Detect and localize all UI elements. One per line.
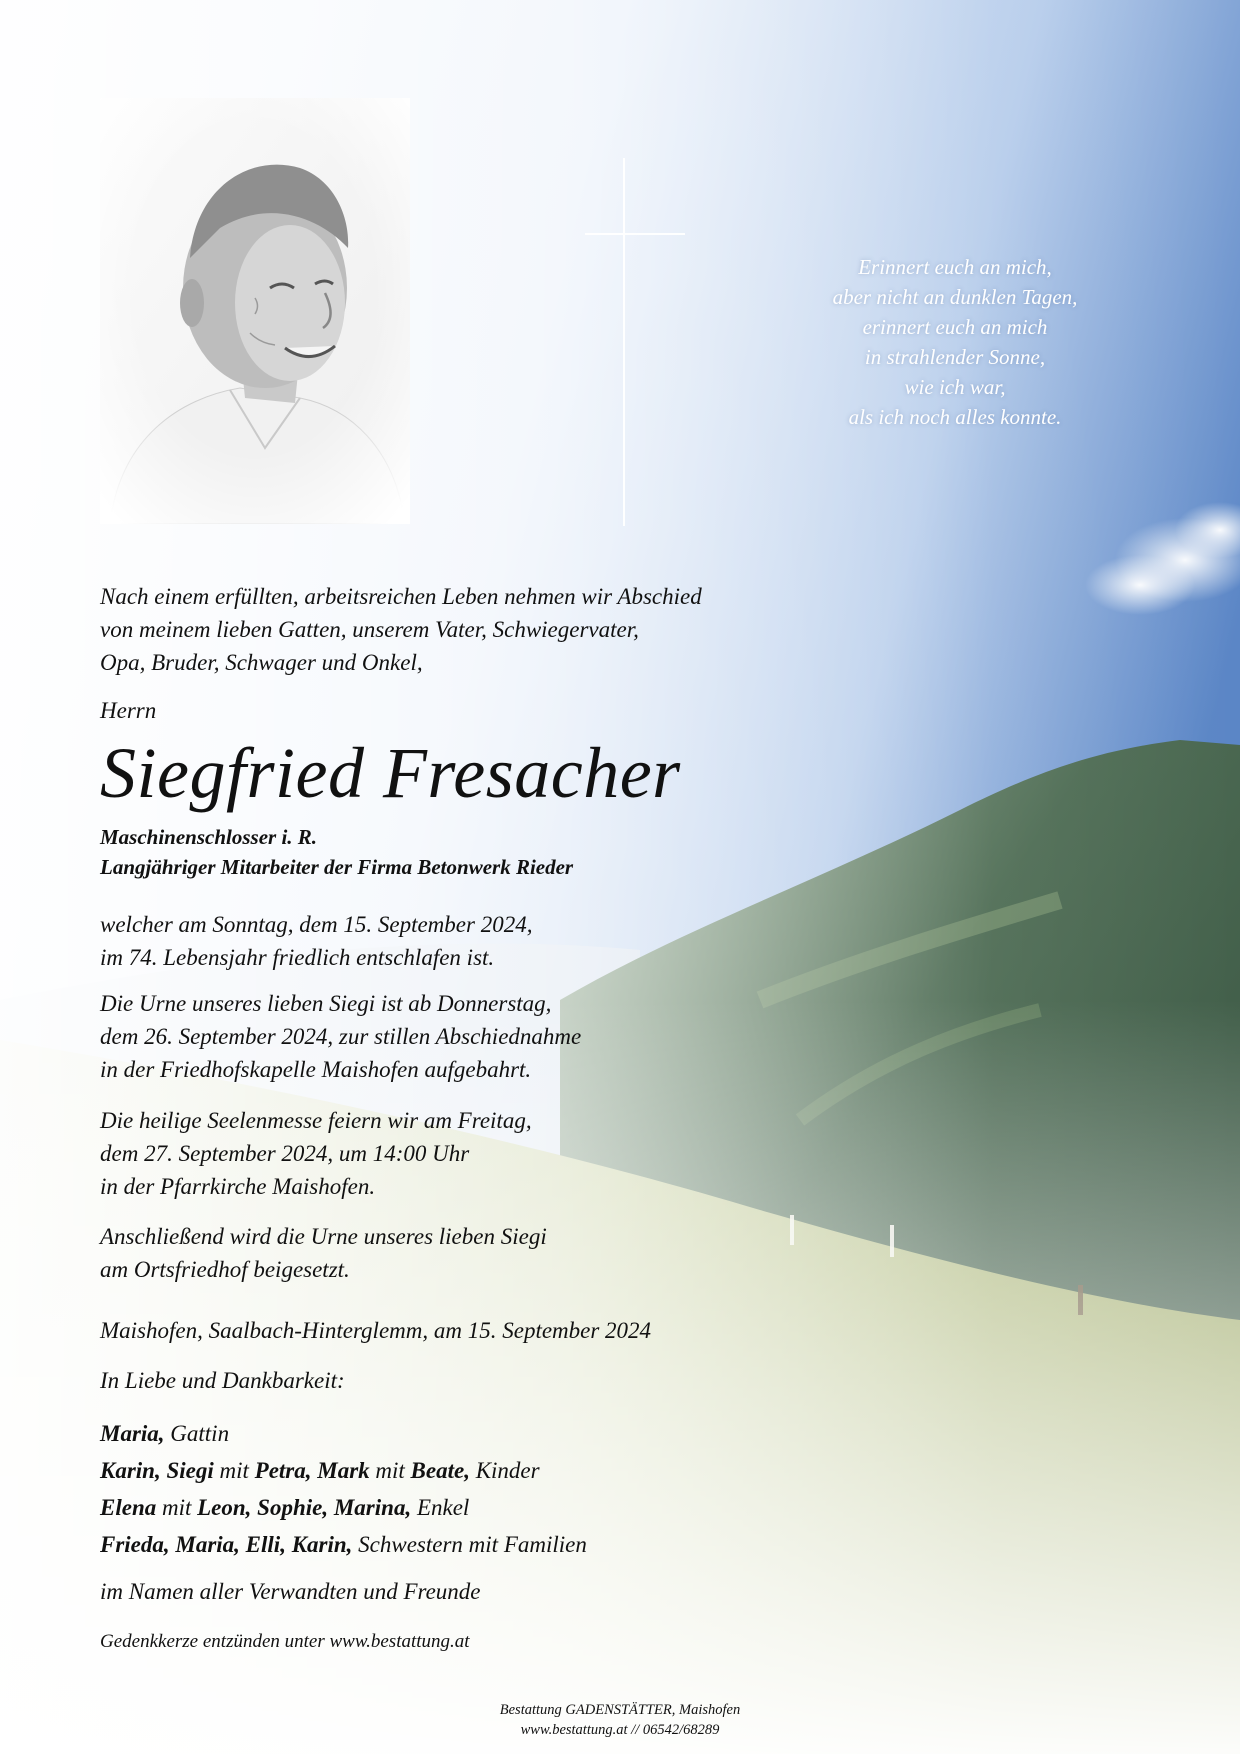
- burial-line: Anschließend wird die Urne unseres lieben Siegi: [100, 1224, 547, 1249]
- family-relation: Kinder: [469, 1458, 540, 1483]
- family-list: [100, 1415, 587, 1563]
- urn-viewing: [100, 987, 581, 1086]
- family-names: Petra, Mark: [254, 1458, 370, 1483]
- family-relation: Schwestern mit Familien: [352, 1532, 587, 1557]
- family-connector: mit: [213, 1458, 255, 1483]
- family-row-grandchildren: [100, 1489, 587, 1526]
- closing-phrase: In Liebe und Dankbarkeit:: [100, 1368, 345, 1393]
- family-connector: mit: [156, 1495, 198, 1520]
- family-relation: Gattin: [164, 1421, 230, 1446]
- urn-viewing-line: Die Urne unseres lieben Siegi ist ab Donnerstag,: [100, 991, 552, 1016]
- funeral-home-footer: [420, 1700, 820, 1740]
- family-row-spouse: [100, 1415, 587, 1452]
- intro-line: von meinem lieben Gatten, unserem Vater, Schwiegervater,: [100, 617, 639, 642]
- occupation-line: Langjähriger Mitarbeiter der Firma Betonwerk Rieder: [100, 855, 574, 879]
- memorial-candle-link: Gedenkkerze entzünden unter www.bestattung.at: [100, 1631, 470, 1652]
- death-notice-line: im 74. Lebensjahr friedlich entschlafen ist.: [100, 945, 495, 970]
- family-names: Leon, Sophie, Marina,: [197, 1495, 412, 1520]
- verse-line: Erinnert euch an mich,: [858, 255, 1052, 279]
- family-row-sisters: [100, 1526, 587, 1563]
- family-names: Elena: [100, 1495, 157, 1520]
- death-notice: [100, 908, 532, 974]
- deceased-name: Siegfried Fresacher: [100, 733, 681, 813]
- family-names: Frieda, Maria, Elli, Karin,: [100, 1532, 353, 1557]
- verse-line: als ich noch alles konnte.: [848, 405, 1062, 429]
- urn-viewing-line: dem 26. September 2024, zur stillen Abschiednahme: [100, 1024, 582, 1049]
- intro-line: Nach einem erfüllten, arbeitsreichen Leben nehmen wir Abschied: [100, 584, 702, 609]
- verse-line: in strahlender Sonne,: [864, 345, 1046, 369]
- place-and-date: Maishofen, Saalbach-Hinterglemm, am 15. September 2024: [100, 1318, 652, 1343]
- occupation-line: Maschinenschlosser i. R.: [100, 825, 318, 849]
- intro-line: Opa, Bruder, Schwager und Onkel,: [100, 650, 423, 675]
- mass-line: in der Pfarrkirche Maishofen.: [100, 1174, 376, 1199]
- family-connector: mit: [369, 1458, 411, 1483]
- occupation: [100, 822, 573, 882]
- intro-paragraph: [100, 580, 702, 679]
- cross-icon: [585, 158, 685, 526]
- salutation: Herrn: [100, 698, 157, 723]
- memorial-verse: [760, 252, 1150, 432]
- family-row-children: [100, 1452, 587, 1489]
- death-notice-line: welcher am Sonntag, dem 15. September 2024,: [100, 912, 533, 937]
- burial-notice: [100, 1220, 547, 1286]
- relatives-line: im Namen aller Verwandten und Freunde: [100, 1579, 481, 1604]
- mass-line: dem 27. September 2024, um 14:00 Uhr: [100, 1141, 470, 1166]
- mass-line: Die heilige Seelenmesse feiern wir am Freitag,: [100, 1108, 532, 1133]
- family-relation: Enkel: [411, 1495, 470, 1520]
- family-names: Karin, Siegi: [100, 1458, 214, 1483]
- family-names: Beate,: [410, 1458, 470, 1483]
- urn-viewing-line: in der Friedhofskapelle Maishofen aufgebahrt.: [100, 1057, 532, 1082]
- verse-line: aber nicht an dunklen Tagen,: [832, 285, 1078, 309]
- portrait-photo: [100, 98, 410, 524]
- footer-line: www.bestattung.at // 06542/68289: [520, 1722, 720, 1738]
- footer-line: Bestattung GADENSTÄTTER, Maishofen: [499, 1702, 741, 1718]
- requiem-mass: [100, 1104, 532, 1203]
- verse-line: erinnert euch an mich: [862, 315, 1048, 339]
- burial-line: am Ortsfriedhof beigesetzt.: [100, 1257, 350, 1282]
- family-names: Maria,: [100, 1421, 165, 1446]
- verse-line: wie ich war,: [904, 375, 1006, 399]
